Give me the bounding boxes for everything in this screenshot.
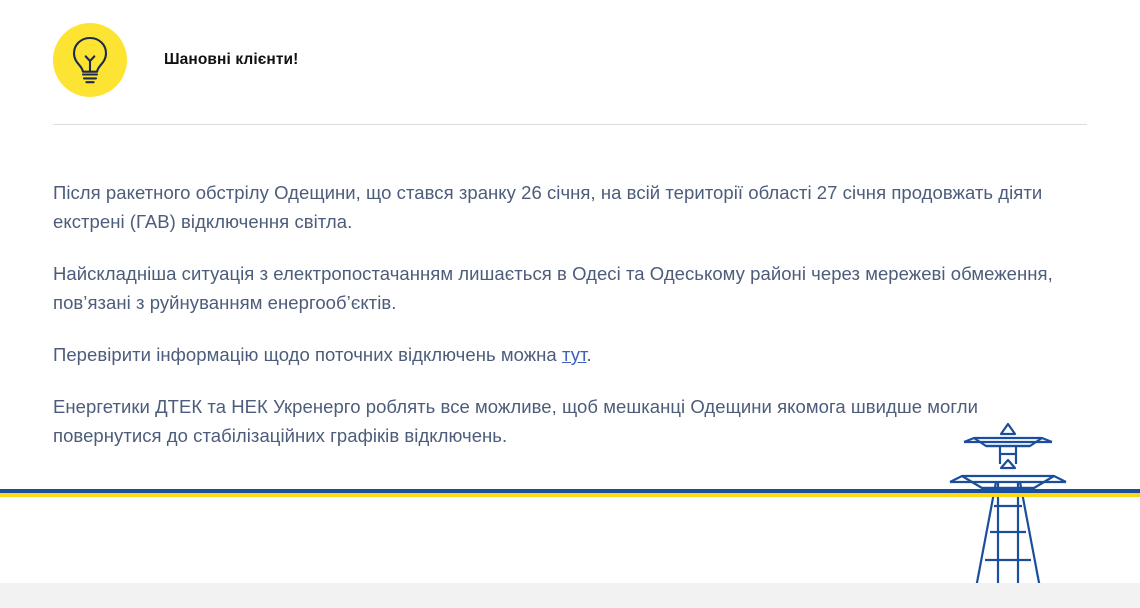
header-divider (53, 124, 1087, 125)
paragraph-2: Найскладніша ситуація з електропостачанням лишається в Одесі та Одеському районі через мережеві обмеження, пов’язані з руйнуванням енергооб’єктів. (53, 263, 1053, 313)
link-paragraph-after: . (586, 344, 592, 365)
notice-header (0, 0, 1140, 98)
power-pylon-icon (938, 420, 1078, 590)
paragraph-link (53, 340, 1063, 369)
notice-body (53, 178, 1063, 450)
paragraph-4: Енергетики ДТЕК та НЕК Укренерго роблять все можливе, щоб мешканці Одещини якомога швидше могли повернутися до стабілізаційних графіків відключень. (53, 396, 979, 446)
outage-info-link[interactable]: тут (561, 344, 587, 365)
yellow-divider-bar (0, 493, 1140, 497)
link-paragraph-before: Перевірити інформацію щодо поточних відключень можна (53, 344, 562, 365)
lightbulb-icon (53, 23, 127, 97)
paragraph-1: Після ракетного обстрілу Одещини, що стався зранку 26 січня, на всій території області 27 січня продовжать діяти екстрені (ГАВ) відключення світла. (53, 182, 1043, 232)
page-title: Шановні клієнти! (164, 51, 299, 68)
bottom-strip (0, 583, 1140, 608)
